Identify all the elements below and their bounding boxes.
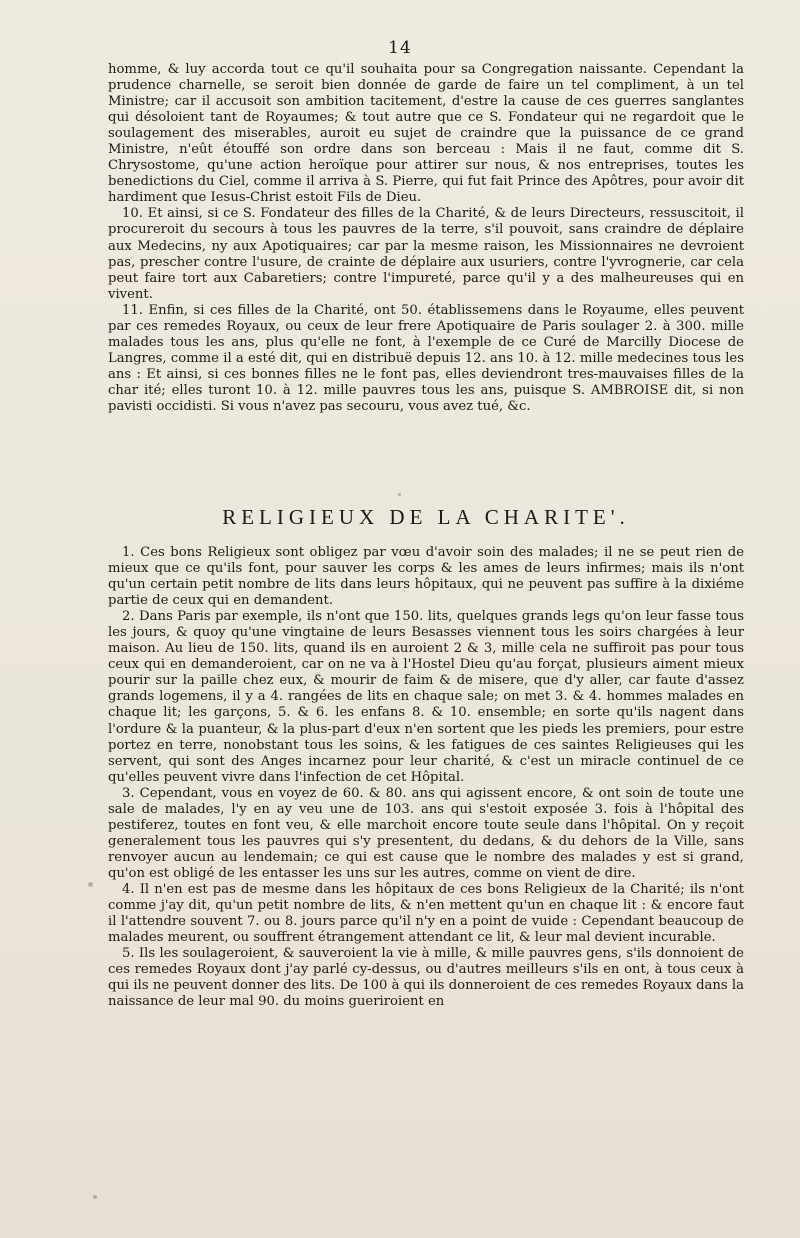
bottom-text-block (108, 545, 744, 1010)
paragraph-11: 11. Enfin, si ces filles de la Charité, ont 50. établissemens dans le Royaume, elles peuvent par ces remedes Royaux, ou ceux de leur frere Apotiquaire de Paris soulager 2. à 300. mille malades tous les ans, plus qu'elle ne font, à l'exemple de ce Curé de Marcilly Diocese de Langres, comme il a esté dit, qui en distribuë depuis 12. ans 10. à 12. mille medecines tous les ans : Et ainsi, si ces bonnes filles ne le font pas, elles deviendront tres-mauvaises filles de la char ité; elles turont 10. à 12. mille pauvres tous les ans, puisque S. AMBROISE dit, si non pavisti occidisti. Si vous n'avez pas secouru, vous avez tué, &c. (108, 302, 744, 414)
page-number: 14 (388, 38, 412, 58)
paragraph-continuation: homme, & luy accorda tout ce qu'il souhaita pour sa Congregation naissante. Cependant la prudence charnelle, se seroit bien donnée de garde de faire un tel compliment, à un tel Ministre; car il accusoit son ambition tacitement, d'estre la cause de ces guerres sanglantes qui désoloient tant de Royaumes; & tout autre que ce S. Fondateur qui ne regardoit que le soulagement des miserables, auroit eu sujet de craindre que la puissance de ce grand Ministre, n'eût étouffé son ordre dans son berceau : Mais il ne faut, comme dit S. Chrysostome, qu'une action heroïque pour attirer sur nous, & nos entreprises, toutes les benedictions du Ciel, comme il arriva à S. Pierre, qui fut fait Prince des Apôtres, pour avoir dit hardiment que Iesus-Christ estoit Fils de Dieu. (108, 62, 744, 206)
paragraph-3: 3. Cependant, vous en voyez de 60. & 80. ans qui agissent encore, & ont soin de toute une sale de malades, l'y en ay veu une de 103. ans qui s'estoit exposée 3. fois à l'hôpital des pestiferez, toutes en font veu, & elle marchoit encore toute seule dans l'hôpital. On y reçoit generalement tous les pauvres qui s'y presentent, du dedans, & du dehors de la Ville, sans renvoyer aucun au lendemain; ce qui est cause que le nombre des malades y est si grand, qu'on est obligé de les entasser les uns sur les autres, comme on vient de dire. (108, 785, 744, 881)
section-heading: RELIGIEUX DE LA CHARITE'. (222, 505, 630, 529)
paragraph-1: 1. Ces bons Religieux sont obligez par vœu d'avoir soin des malades; il ne se peut rien de mieux que ce qu'ils font, pour sauver les corps & les ames de leurs infirmes; mais ils n'ont qu'un certain petit nombre de lits dans leurs hôpitaux, qui ne peuvent pas suffire à la dixiéme partie de ceux qui en demandent. (108, 545, 744, 609)
paper-spot (93, 1195, 97, 1199)
paragraph-2: 2. Dans Paris par exemple, ils n'ont que 150. lits, quelques grands legs qu'on leur fasse tous les jours, & quoy qu'une vingtaine de leurs Besasses viennent tous les soirs chargées à leur maison. Au lieu de 150. lits, quand ils en auroient 2 & 3, mille cela ne suffiroit pas pour tous ceux qui en demanderoient, car on ne va à l'Hostel Dieu qu'au forçat, plusieurs aiment mieux pourir sur la paille chez eux, & mourir de faim & de misere, que d'y aller, car faute d'assez grands logemens, il y a 4. rangées de lits en chaque sale; on met 3. & 4. hommes malades en chaque lit; les garçons, 5. & 6. les enfans 8. & 10. ensemble; en sorte qu'ils nagent dans l'ordure & la puanteur, & la plus-part d'eux n'en sortent que les pieds les premiers, pour estre portez en terre, nonobstant tous les soins, & les fatigues de ces saintes Religieuses qui les servent, qui sont des Anges incarnez pour leur charité, & c'est un miracle continuel de ce qu'elles peuvent vivre dans l'infection de cet Hôpital. (108, 609, 744, 785)
paragraph-10: 10. Et ainsi, si ce S. Fondateur des filles de la Charité, & de leurs Directeurs, ressuscitoit, il procureroit du secours à tous les pauvres de la terre, s'il pouvoit, sans craindre de déplaire aux Medecins, ny aux Apotiquaires; car par la mesme raison, les Missionnaires ne devroient pas, prescher contre l'usure, de crainte de déplaire aux usuriers, contre l'yvrognerie, car cela peut faire tort aux Cabaretiers; contre l'impureté, parce qu'il y a des malheureuses qui en vivent. (108, 206, 744, 302)
paragraph-5: 5. Ils les soulageroient, & sauveroient la vie à mille, & mille pauvres gens, s'ils donnoient de ces remedes Royaux dont j'ay parlé cy-dessus, ou d'autres meilleurs s'ils en ont, à tous ceux à qui ils ne peuvent donner des lits. De 100 à qui ils donneroient de ces remedes Royaux dans la naissance de leur mal 90. du moins gueriroient en (108, 946, 744, 1010)
paragraph-4: 4. Il n'en est pas de mesme dans les hôpitaux de ces bons Religieux de la Charité; ils n'ont comme j'ay dit, qu'un petit nombre de lits, & n'en mettent qu'un en chaque lit : & encore faut il l'attendre souvent 7. ou 8. jours parce qu'il n'y en a point de vuide : Cependant beaucoup de malades meurent, ou souffrent étrangement attendant ce lit, & leur mal devient incurable. (108, 881, 744, 946)
paper-spot (398, 493, 401, 496)
top-text-block (108, 62, 744, 415)
paper-spot (88, 882, 93, 887)
